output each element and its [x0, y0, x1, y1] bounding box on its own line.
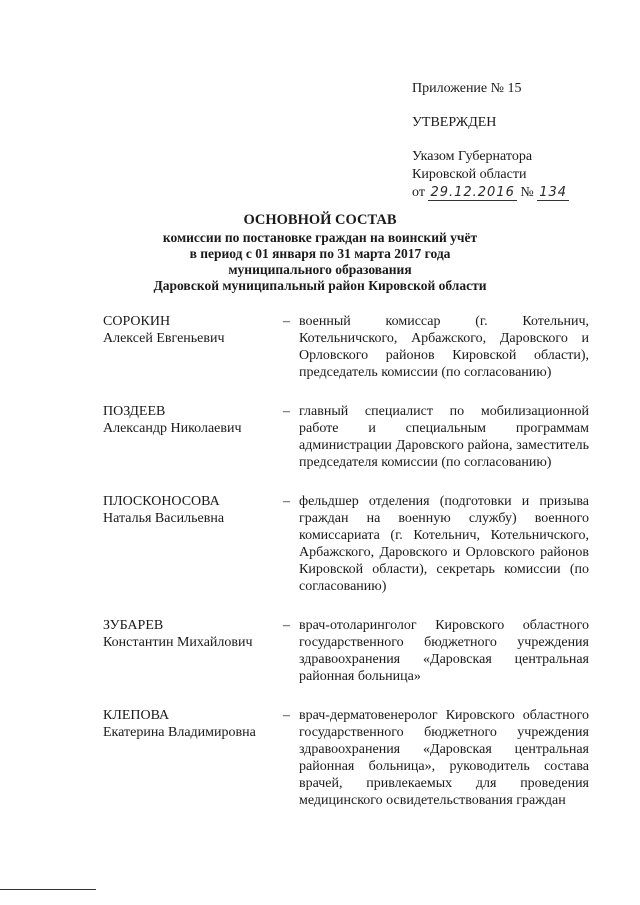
member-given-names: Константин Михайлович — [103, 635, 253, 650]
date-prefix: от — [412, 185, 425, 200]
member-given-names: Алексей Евгеньевич — [103, 331, 225, 346]
number-prefix: № — [520, 185, 534, 200]
member-entry — [103, 493, 589, 595]
approval-block — [412, 80, 612, 202]
member-entry — [103, 617, 589, 685]
member-surname: КЛЕПОВА — [103, 708, 170, 723]
member-role: врач-отоларинголог Кировского областного государственного бюджетного учреждения здравоохранения «Даровская центральная районная больница» — [299, 618, 589, 684]
member-role: фельдшер отделения (подготовки и призыва граждан на военную службу) военного комиссариата (г. Котельнич, Котельничского, Арбажского, Даровского и Орловского районов Кировской области), секретарь комиссии (по согласованию) — [299, 494, 589, 594]
member-given-names: Александр Николаевич — [103, 421, 242, 436]
heading-line-4: Даровской муниципальный район Кировской области — [153, 278, 487, 293]
region-line: Кировской области — [412, 167, 527, 182]
members-list — [103, 313, 589, 831]
member-entry — [103, 403, 589, 471]
member-entry — [103, 313, 589, 381]
approved-stamp-text: УТВЕРЖДЕН — [412, 115, 497, 130]
member-name — [103, 617, 283, 685]
member-surname: ПЛОСКОНОСОВА — [103, 494, 220, 509]
member-given-names: Наталья Васильевна — [103, 511, 225, 526]
member-role: военный комиссар (г. Котельнич, Котельничского, Арбажского, Даровского и Орловского районов Кировской области), председатель комиссии (по согласованию) — [299, 314, 589, 380]
member-dash: – — [283, 618, 290, 633]
decree-line: Указом Губернатора — [412, 149, 533, 164]
heading-line-3: муниципального образования — [228, 262, 412, 277]
member-name — [103, 493, 283, 595]
document-heading — [80, 212, 560, 294]
appendix-number: Приложение № 15 — [412, 81, 522, 96]
member-entry — [103, 707, 589, 809]
heading-title: ОСНОВНОЙ СОСТАВ — [243, 212, 397, 228]
heading-line-1: комиссии по постановке граждан на воинский учёт — [162, 230, 478, 245]
member-dash: – — [283, 314, 290, 329]
member-dash: – — [283, 404, 290, 419]
member-name — [103, 707, 283, 809]
member-surname: ЗУБАРЕВ — [103, 618, 164, 633]
footnote-divider — [0, 889, 96, 890]
heading-line-2: в период с 01 января по 31 марта 2017 года — [189, 246, 451, 261]
member-role: врач-дерматовенеролог Кировского областного государственного бюджетного учреждения здравоохранения «Даровская центральная районная больница», руководитель состава врачей, привлекаемых для проведения медицинского освидетельствования граждан — [299, 708, 589, 808]
handwritten-number: 134 — [539, 185, 568, 200]
member-name — [103, 403, 283, 471]
decree-date-line — [412, 184, 612, 202]
member-name — [103, 313, 283, 381]
member-role: главный специалист по мобилизационной работе и специальным программам администрации Даровского района, заместитель председателя комиссии (по согласованию) — [299, 404, 589, 470]
handwritten-date: 29.12.2016 — [430, 185, 515, 200]
member-given-names: Екатерина Владимировна — [103, 725, 256, 740]
member-dash: – — [283, 494, 290, 509]
member-surname: ПОЗДЕЕВ — [103, 404, 166, 419]
member-dash: – — [283, 708, 290, 723]
member-surname: СОРОКИН — [103, 314, 171, 329]
